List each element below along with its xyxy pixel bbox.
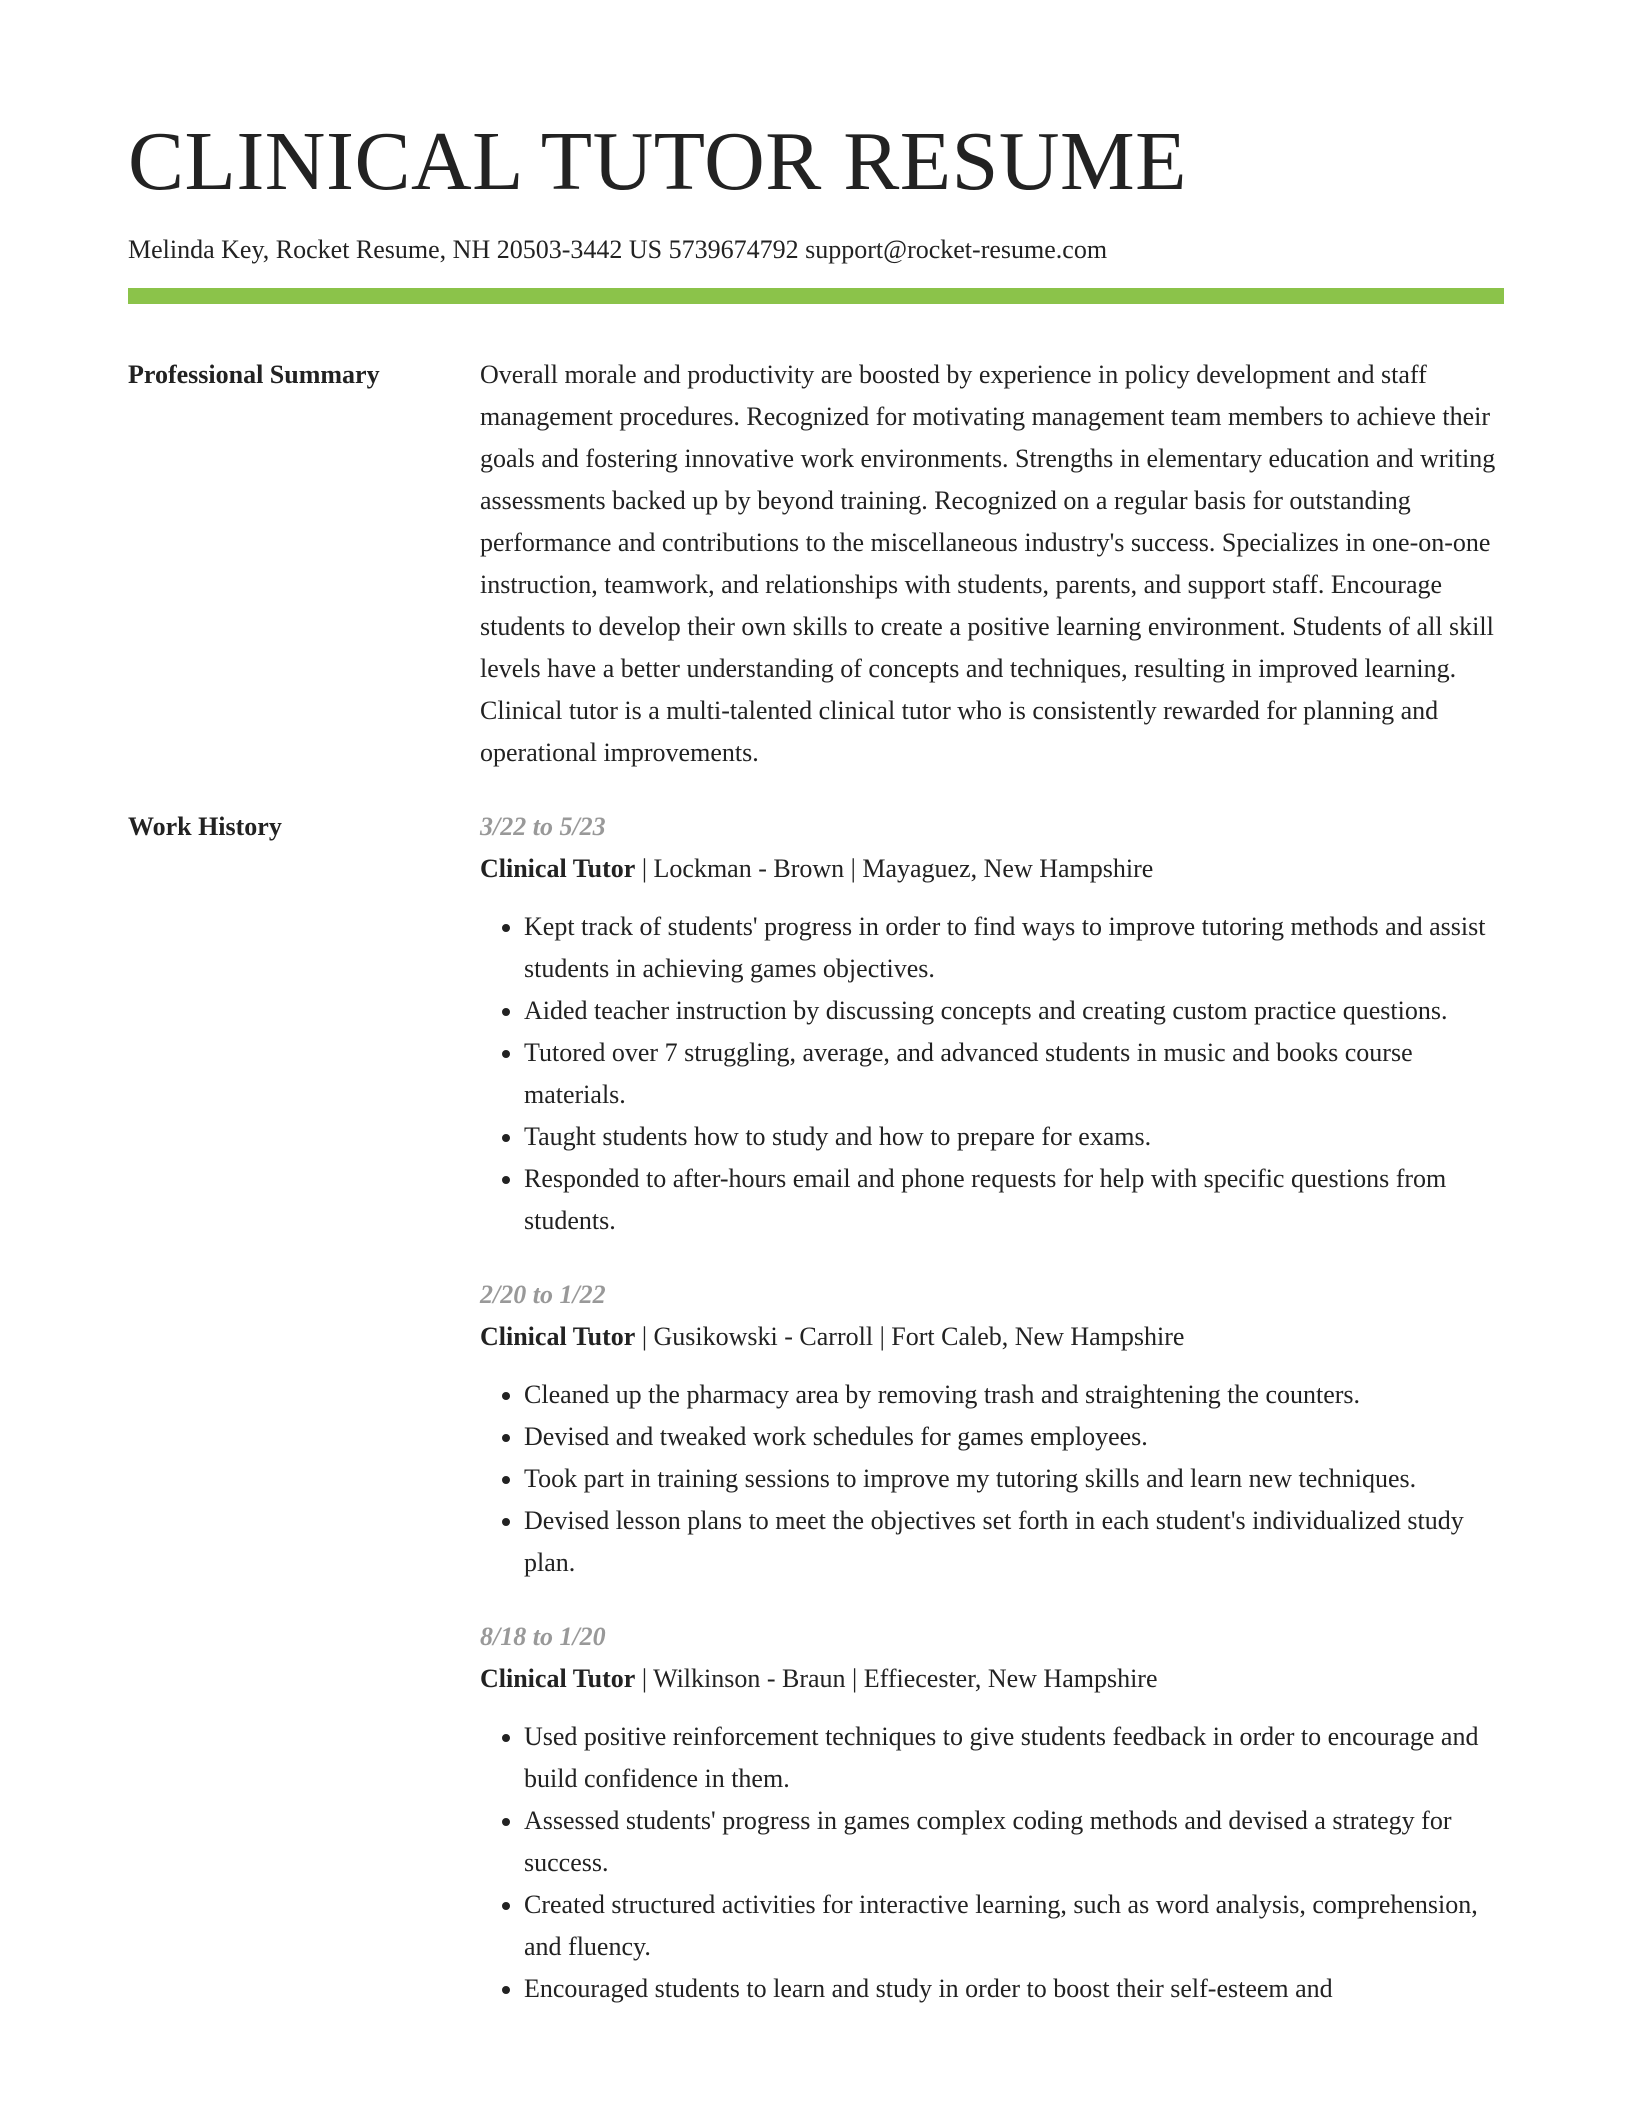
- job-bullets: [480, 1374, 1504, 1584]
- job-bullet: • Assessed students' progress in games complex coding methods and devised a strategy for success.: [524, 1800, 1504, 1884]
- job-bullet: • Created structured activities for interactive learning, such as word analysis, comprehension, and fluency.: [524, 1884, 1504, 1968]
- job-entry: [480, 806, 1504, 1242]
- job-bullet: • Devised and tweaked work schedules for games employees.: [524, 1416, 1504, 1458]
- job-bullet: • Encouraged students to learn and study in order to boost their self-esteem and: [524, 1968, 1504, 2010]
- job-bullet: • Took part in training sessions to improve my tutoring skills and learn new techniques.: [524, 1458, 1504, 1500]
- job-heading: [480, 1658, 1504, 1700]
- job-entry: [480, 1616, 1504, 2010]
- job-title: Clinical Tutor: [480, 1663, 636, 1693]
- section-label-summary: Professional Summary: [128, 359, 380, 389]
- work-history-list: [480, 806, 1504, 2042]
- resume-title: CLINICAL TUTOR RESUME: [128, 115, 1187, 208]
- job-employer-location: | Gusikowski - Carroll | Fort Caleb, New Hampshire: [635, 1321, 1185, 1351]
- job-bullet: • Aided teacher instruction by discussing concepts and creating custom practice questions.: [524, 990, 1504, 1032]
- section-label-work-history: Work History: [128, 811, 282, 841]
- job-employer-location: | Lockman - Brown | Mayaguez, New Hampshire: [635, 853, 1154, 883]
- job-bullets: [480, 906, 1504, 1242]
- work-history-section: [128, 806, 1504, 2042]
- job-dates: 2/20 to 1/22: [480, 1279, 606, 1309]
- job-bullet: • Taught students how to study and how to prepare for exams.: [524, 1116, 1504, 1158]
- job-bullet: • Cleaned up the pharmacy area by removing trash and straightening the counters.: [524, 1374, 1504, 1416]
- contact-line: Melinda Key, Rocket Resume, NH 20503-3442 US 5739674792 support@rocket-resume.com: [128, 235, 1108, 264]
- job-title: Clinical Tutor: [480, 1321, 636, 1351]
- job-dates: 8/18 to 1/20: [480, 1621, 606, 1651]
- job-bullet: • Kept track of students' progress in order to find ways to improve tutoring methods and assist students in achieving games objectives.: [524, 906, 1504, 990]
- job-bullet: • Devised lesson plans to meet the objectives set forth in each student's individualized study plan.: [524, 1500, 1504, 1584]
- accent-divider: [128, 288, 1504, 304]
- job-employer-location: | Wilkinson - Braun | Effiecester, New Hampshire: [635, 1663, 1158, 1693]
- job-bullet: • Tutored over 7 struggling, average, and advanced students in music and books course materials.: [524, 1032, 1504, 1116]
- job-bullet: • Used positive reinforcement techniques to give students feedback in order to encourage and build confidence in them.: [524, 1716, 1504, 1800]
- professional-summary-section: [128, 354, 1504, 774]
- job-dates: 3/22 to 5/23: [480, 811, 606, 841]
- job-heading: [480, 1316, 1504, 1358]
- summary-text: Overall morale and productivity are boosted by experience in policy development and staff management procedures. Recognized for motivating management team members to achieve their goals and fostering innovative work environments. Strengths in elementary education and writing assessments backed up by beyond training. Recognized on a regular basis for outstanding performance and contributions to the miscellaneous industry's success. Specializes in one-on-one instruction, teamwork, and relationships with students, parents, and support staff. Encourage students to develop their own skills to create a positive learning environment. Students of all skill levels have a better understanding of concepts and techniques, resulting in improved learning. Clinical tutor is a multi-talented clinical tutor who is consistently rewarded for planning and operational improvements.: [480, 359, 1496, 767]
- job-bullet: • Responded to after-hours email and phone requests for help with specific questions from students.: [524, 1158, 1504, 1242]
- job-bullets: [480, 1716, 1504, 2010]
- job-entry: [480, 1274, 1504, 1584]
- job-title: Clinical Tutor: [480, 853, 636, 883]
- job-heading: [480, 848, 1504, 890]
